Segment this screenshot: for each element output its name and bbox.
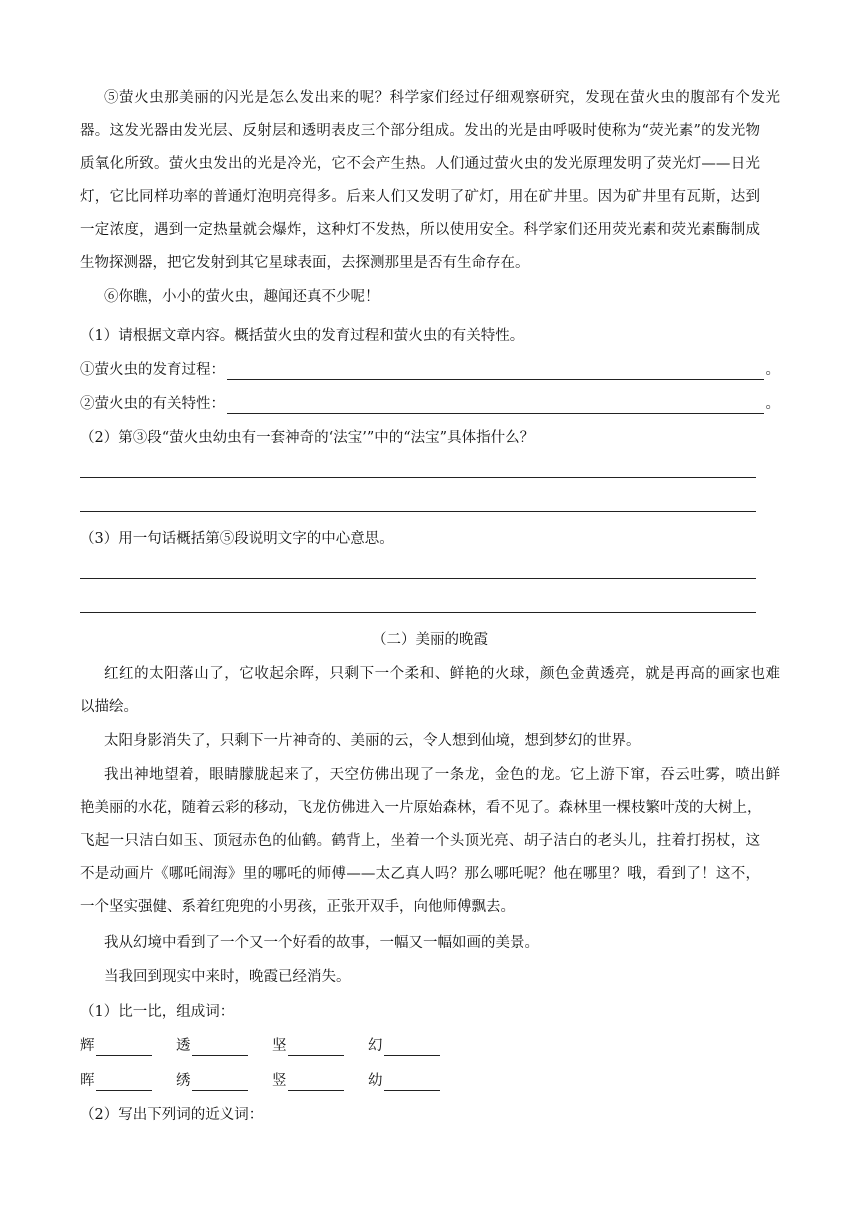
word-item — [176, 1036, 272, 1056]
word-item — [272, 1071, 368, 1091]
question-1a-row — [80, 360, 780, 380]
word-blank[interactable] — [384, 1076, 440, 1091]
word-char: 坚 — [272, 1038, 287, 1054]
passage-2-p1-line-1: 红红的太阳落山了，它收起余晖，只剩下一个柔和、鲜艳的火球，颜色金黄透亮，就是再高的画家也难 — [104, 666, 780, 682]
question-3-answer-line-1[interactable] — [80, 578, 756, 579]
question-1b-row — [80, 394, 780, 414]
passage-2-p3-line-3: 飞起一只洁白如玉、顶冠赤色的仙鹤。鹤背上，坐着一个头顶光亮、胡子洁白的老头儿，拄着打拐杖，这 — [80, 833, 760, 849]
word-row-2 — [80, 1071, 780, 1091]
word-char: 晖 — [80, 1073, 95, 1089]
question-1a-answer-line[interactable] — [227, 365, 764, 380]
question-2-answer-line-1[interactable] — [80, 477, 756, 478]
passage-2-p2: 太阳身影消失了，只剩下一片神奇的、美丽的云，令人想到仙境，想到梦幻的世界。 — [104, 733, 641, 749]
word-question-1: （1）比一比，组成词： — [80, 1004, 235, 1020]
question-2: （2）第③段“萤火虫幼虫有一套神奇的‘法宝’”中的“法宝”具体指什么？ — [80, 430, 535, 446]
question-1b-answer-line[interactable] — [227, 399, 764, 414]
paragraph-5-line-1: ⑤萤火虫那美丽的闪光是怎么发出来的呢？科学家们经过仔细观察研究，发现在萤火虫的腹部有个发光 — [104, 90, 780, 106]
word-char: 幻 — [368, 1038, 383, 1054]
passage-2-p1-line-2: 以描绘。 — [80, 699, 138, 715]
question-3: （3）用一句话概括第⑤段说明文字的中心意思。 — [80, 531, 394, 547]
passage-2-p3-line-2: 艳美丽的水花，随着云彩的移动，飞龙仿佛进入一片原始森林，看不见了。森林里一棵枝繁叶茂的大树上， — [80, 800, 762, 816]
word-item — [368, 1036, 464, 1056]
word-char: 辉 — [80, 1038, 95, 1054]
question-1b-label: ②萤火虫的有关特性： — [80, 396, 225, 412]
paragraph-5-line-4: 灯，它比同样功率的普通灯泡明亮得多。后来人们又发明了矿灯，用在矿井里。因为矿井里有瓦斯，达到 — [80, 189, 760, 205]
word-item — [176, 1071, 272, 1091]
word-blank[interactable] — [192, 1041, 248, 1056]
question-1: （1）请根据文章内容。概括萤火虫的发育过程和萤火虫的有关特性。 — [80, 328, 525, 344]
word-blank[interactable] — [288, 1076, 344, 1091]
paragraph-5-line-2: 器。这发光器由发光层、反射层和透明表皮三个部分组成。发出的光是由呼吸时使称为“荧光素”的发光物 — [80, 123, 760, 139]
question-1a-end-mark: 。 — [765, 362, 780, 378]
question-3-answer-line-2[interactable] — [80, 612, 756, 613]
paragraph-5-line-3: 质氧化所致。萤火虫发出的光是冷光，它不会产生热。人们通过萤火虫的发光原理发明了荧光灯——日光 — [80, 156, 760, 172]
word-item — [272, 1036, 368, 1056]
passage-2-p3-line-4: 不是动画片《哪吒闹海》里的哪吒的师傅——太乙真人吗？那么哪吒呢？他在哪里？哦，看到了！这不， — [80, 866, 760, 882]
passage-2-p3-line-1: 我出神地望着，眼睛朦胧起来了，天空仿佛出现了一条龙，金色的龙。它上游下窜，吞云吐雾，喷出鲜 — [104, 767, 780, 783]
word-blank[interactable] — [384, 1041, 440, 1056]
word-blank[interactable] — [96, 1041, 152, 1056]
word-char: 透 — [176, 1038, 191, 1054]
word-item — [80, 1036, 176, 1056]
question-1b-end-mark: 。 — [765, 396, 780, 412]
paragraph-6: ⑥你瞧，小小的萤火虫，趣闻还真不少呢！ — [104, 289, 380, 305]
passage-2-p5: 当我回到现实中来时，晚霞已经消失。 — [104, 969, 351, 985]
word-item — [368, 1071, 464, 1091]
word-char: 绣 — [176, 1073, 191, 1089]
word-item — [80, 1071, 176, 1091]
paragraph-5-line-6: 生物探测器，把它发射到其它星球表面，去探测那里是否有生命存在。 — [80, 255, 530, 271]
passage-2-p3-line-5: 一个坚实强健、系着红兜兜的小男孩，正张开双手，向他师傅飘去。 — [80, 899, 515, 915]
word-blank[interactable] — [288, 1041, 344, 1056]
passage-2-title: （二）美丽的晚霞 — [372, 632, 488, 648]
word-char: 竖 — [272, 1073, 287, 1089]
word-question-2: （2）写出下列词的近义词： — [80, 1107, 264, 1123]
word-blank[interactable] — [96, 1076, 152, 1091]
question-1a-label: ①萤火虫的发育过程： — [80, 362, 225, 378]
word-char: 幼 — [368, 1073, 383, 1089]
word-row-1 — [80, 1036, 780, 1056]
passage-2-p4: 我从幻境中看到了一个又一个好看的故事，一幅又一幅如画的美景。 — [104, 935, 539, 951]
word-blank[interactable] — [192, 1076, 248, 1091]
question-2-answer-line-2[interactable] — [80, 511, 756, 512]
paragraph-5-line-5: 一定浓度，遇到一定热量就会爆炸，这种灯不发热，所以使用安全。科学家们还用荧光素和荧光素酶制成 — [80, 222, 760, 238]
